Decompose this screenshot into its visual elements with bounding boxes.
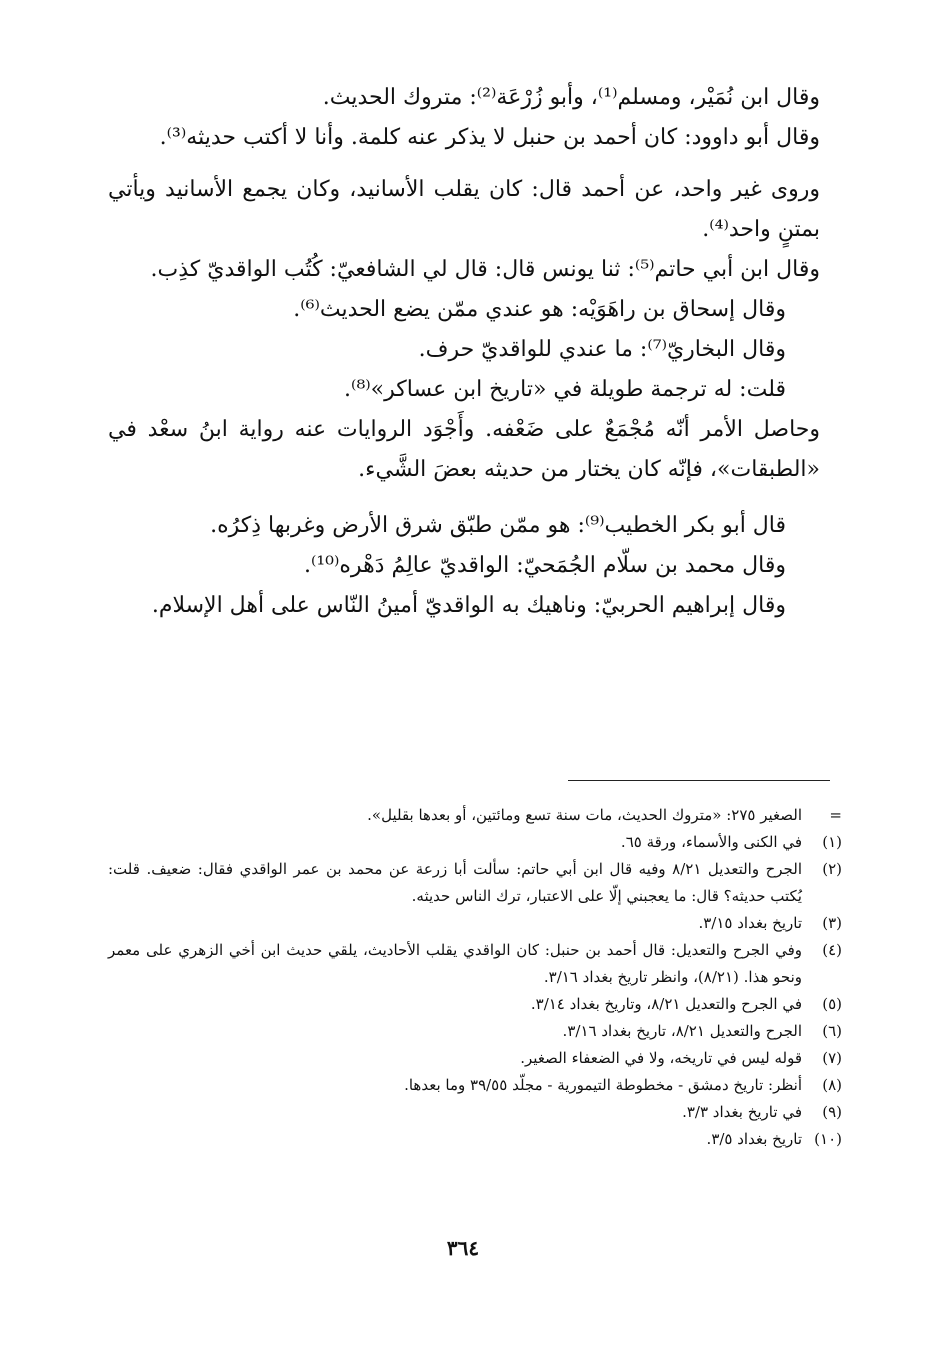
- footnote-text: في الكنى والأسماء، ورقة ٦٥.: [620, 833, 802, 851]
- page-number: ٣٦٤: [446, 1236, 480, 1260]
- footnote: [108, 856, 842, 910]
- footnote-text: تاريخ بغداد ٣/٥.: [706, 1130, 802, 1148]
- footnote-number: (٧): [822, 1049, 842, 1067]
- footnote: [108, 937, 842, 991]
- footnote-number: (٣): [822, 914, 842, 932]
- paragraph-7: قلت: له ترجمة طويلة في «تاريخ ابن عساكر»⁽⁸⁾.: [344, 377, 786, 402]
- footnote-text: قوله ليس في تاريخه، ولا في الضعفاء الصغير.: [520, 1049, 802, 1067]
- paragraph-9: قال أبو بكر الخطيب⁽⁹⁾: هو ممّن طبّق شرق الأرض وغربها ذِكرُه.: [210, 513, 786, 538]
- footnote-number: (١): [822, 833, 842, 851]
- paragraph-6: وقال البخاريّ⁽⁷⁾: ما عندي للواقديّ حرف.: [418, 337, 786, 362]
- footnote: [108, 1018, 842, 1045]
- footnote-text: وفي الجرح والتعديل: قال أحمد بن حنبل: كان الواقدي يقلب الأحاديث، يلقي حديث ابن أخي الزهري على معمر ونحو هذا. (٨/٢١)، وانظر تاريخ بغداد ٣/١٦.: [108, 941, 802, 986]
- footnote-text: الجرح والتعديل ٨/٢١ وفيه قال ابن أبي حاتم: سألت أبا زرعة عن محمد بن عمر الواقدي فقال: ضعيف. قلت: يُكتب حديثه؟ قال: ما يعجبني إلّا على الاعتبار، ترك الناس حديثه.: [108, 860, 802, 905]
- footnote-number: =: [829, 806, 842, 824]
- footnote: [108, 829, 842, 856]
- paragraph-2: وقال أبو داوود: كان أحمد بن حنبل لا يذكر عنه كلمة. وأنا لا أكتب حديثه⁽³⁾.: [159, 125, 820, 150]
- footnote-number: (٢): [822, 860, 842, 878]
- footnotes: [108, 802, 842, 1153]
- footnote: [108, 910, 842, 937]
- main-text: [108, 78, 842, 626]
- footnote-number: (٤): [822, 941, 842, 959]
- footnote-text: الصغير ٢٧٥: «متروك الحديث، مات سنة تسع ومائتين، أو بعدها بقليل».: [367, 806, 802, 824]
- footnote: [108, 1045, 842, 1072]
- paragraph-4: وقال ابن أبي حاتم⁽⁵⁾: ثنا يونس قال: قال لي الشافعيّ: كُتُب الواقديّ كذِب.: [150, 257, 820, 282]
- footnote-number: (٩): [822, 1103, 842, 1121]
- paragraph-3: وروى غير واحد، عن أحمد قال: كان يقلب الأسانيد، وكان يجمع الأسانيد ويأتي بمتنٍ واحد⁽⁴⁾.: [108, 177, 820, 242]
- paragraph-11: وقال إبراهيم الحربيّ: وناهيك به الواقديّ أمينُ النّاس على أهل الإسلام.: [151, 593, 786, 618]
- footnote-number: (٥): [822, 995, 842, 1013]
- footnote-number: (٨): [822, 1076, 842, 1094]
- footnote-text: في الجرح والتعديل ٨/٢١، وتاريخ بغداد ٣/١٤.: [530, 995, 802, 1013]
- footnote-number: (١٠): [814, 1130, 842, 1148]
- footnote-text: تاريخ بغداد ٣/١٥.: [698, 914, 802, 932]
- footnote: [108, 1099, 842, 1126]
- footnote-text: أنظر: تاريخ دمشق - مخطوطة التيمورية - مجلّد ٣٩/٥٥ وما بعدها.: [404, 1076, 802, 1094]
- footnote-number: (٦): [822, 1022, 842, 1040]
- footnote-text: الجرح والتعديل ٨/٢١، تاريخ بغداد ٣/١٦.: [562, 1022, 802, 1040]
- footnote: [108, 802, 842, 829]
- footnote-separator: [568, 780, 830, 781]
- footnote: [108, 1072, 842, 1099]
- paragraph-8: وحاصل الأمر أنّه مُجْمَعٌ على ضَعْفه. وأَجْوَد الروايات عنه رواية ابنُ سعْد في «الطبقات»، فإنّه كان يختار من حديثه بعضَ الشَّيء.: [108, 417, 820, 482]
- footnote-text: في تاريخ بغداد ٣/٣.: [682, 1103, 802, 1121]
- footnote: [108, 1126, 842, 1153]
- paragraph-1: وقال ابن نُمَيْر، ومسلم⁽¹⁾، وأبو زُرْعَة⁽²⁾: متروك الحديث.: [322, 85, 820, 110]
- paragraph-10: وقال محمد بن سلّام الجُمَحيّ: الواقديّ عالِمُ دَهْره⁽¹⁰⁾.: [303, 553, 786, 578]
- footnote: [108, 991, 842, 1018]
- paragraph-5: وقال إسحاق بن راهَوَيْه: هو عندي ممّن يضع الحديث⁽⁶⁾.: [293, 297, 786, 322]
